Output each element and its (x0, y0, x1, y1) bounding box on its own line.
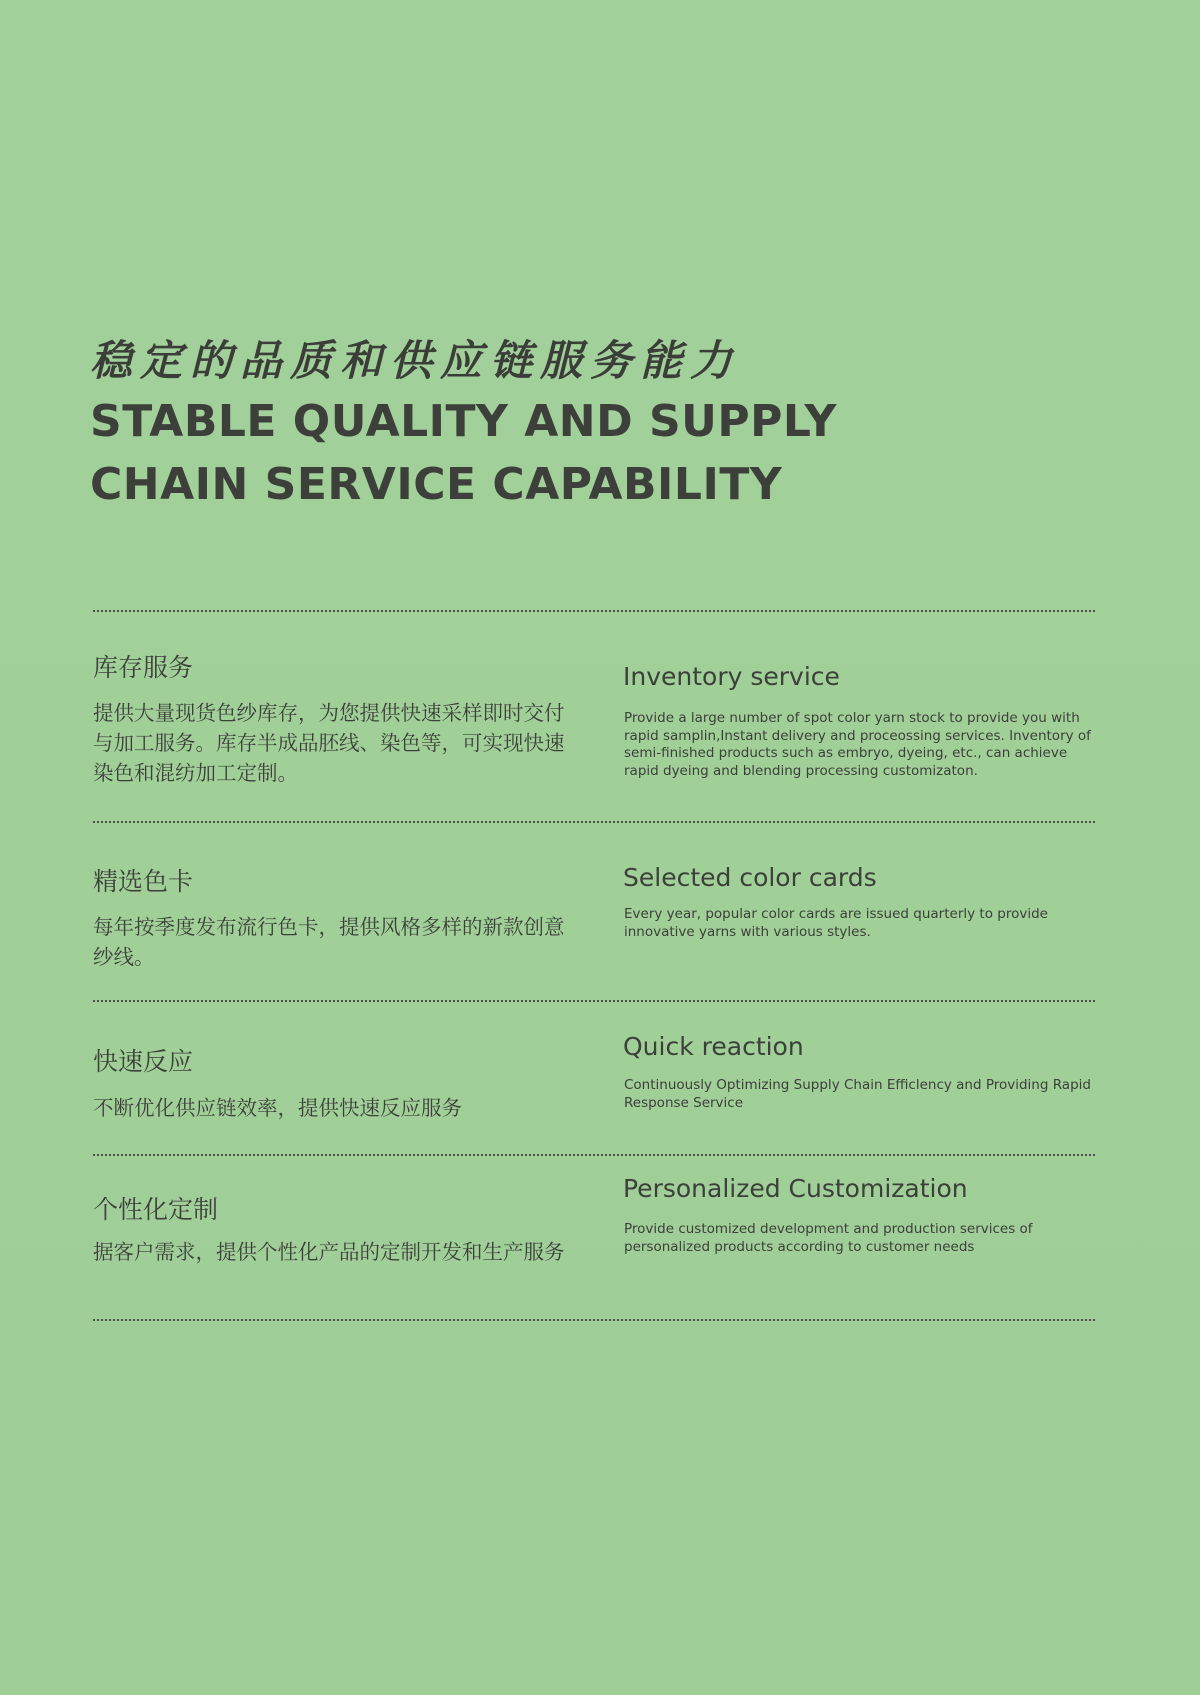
section-heading-en: Quick reaction (623, 1032, 804, 1061)
dotted-divider (93, 821, 1095, 823)
section-heading-cn: 精选色卡 (93, 867, 194, 896)
page-title-english-line1: STABLE QUALITY AND SUPPLY (90, 396, 837, 447)
section-body-en: Provide a large number of spot color yarn stock to provide you with rapid samplin,Instant delivery and proceossing services. Inventory of semi-finished products such as embryo, dyeing, etc., can achieve rapid dyeing and blending processing customizaton. (624, 710, 1091, 779)
dotted-divider (93, 1154, 1095, 1156)
section-heading-en: Personalized Customization (623, 1174, 968, 1203)
page-title-chinese: 稳定的品质和供应链服务能力 (90, 336, 741, 385)
section-body-en: Every year, popular color cards are issued quarterly to provide innovative yarns with various styles. (624, 906, 1048, 940)
section-heading-en: Inventory service (623, 662, 840, 691)
section-body-en: Continuously Optimizing Supply Chain Efficlency and Providing Rapid Response Service (624, 1077, 1091, 1111)
section-body-cn: 每年按季度发布流行色卡，提供风格多样的新款创意纱线。 (93, 915, 565, 969)
section-heading-cn: 快速反应 (93, 1047, 194, 1076)
section-body-cn: 据客户需求，提供个性化产品的定制开发和生产服务 (93, 1240, 565, 1264)
dotted-divider (93, 610, 1095, 612)
section-body-en: Provide customized development and production services of personalized products according to customer needs (624, 1221, 1033, 1255)
section-heading-cn: 库存服务 (93, 653, 194, 682)
dotted-divider (93, 1319, 1095, 1321)
section-heading-cn: 个性化定制 (93, 1195, 219, 1224)
section-body-cn: 不断优化供应链效率，提供快速反应服务 (93, 1096, 462, 1120)
section-body-cn: 提供大量现货色纱库存，为您提供快速采样即时交付与加工服务。库存半成品胚线、染色等，可实现快速染色和混纺加工定制。 (93, 701, 565, 785)
dotted-divider (93, 1000, 1095, 1002)
page-title-english-line2: CHAIN SERVICE CAPABILITY (90, 459, 783, 510)
section-heading-en: Selected color cards (623, 863, 877, 892)
